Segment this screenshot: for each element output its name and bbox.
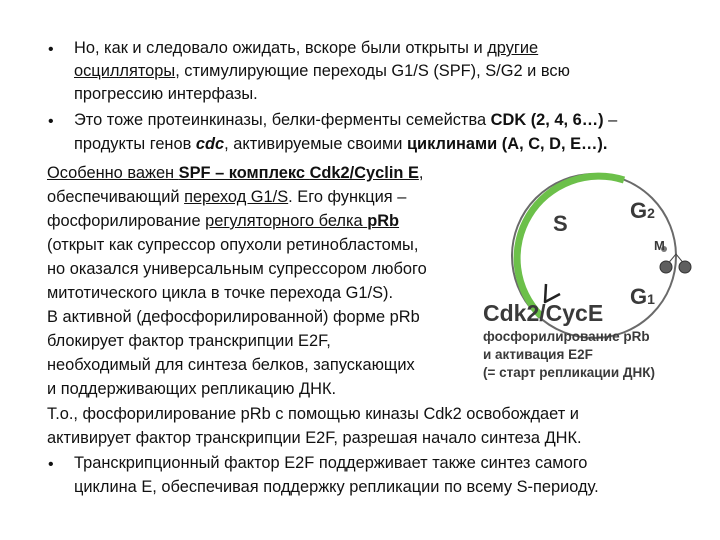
para-line11: Т.о., фосфорилирование pRb с помощью киназы Cdk2 освобождает и bbox=[47, 405, 579, 423]
bullet1-line3: прогрессию интерфазы. bbox=[74, 85, 258, 103]
bullet2-line1: Это тоже протеинкиназы, белки-ферменты семейства CDK (2, 4, 6…) – bbox=[74, 111, 618, 129]
para-line7: В активной (дефосфорилированной) форме pRb bbox=[47, 308, 420, 326]
bullet2-line2: продукты генов cdc, активируемые своими циклинами (A, C, D, E…). bbox=[74, 135, 608, 153]
g1-phase-label: G1 bbox=[630, 284, 655, 309]
bullet3-line1: Транскрипционный фактор E2F поддерживает также синтез самого bbox=[74, 454, 588, 472]
diagram-caption-line2: и активация E2F bbox=[483, 347, 593, 362]
para-line9: необходимый для синтеза белков, запускающих bbox=[47, 356, 415, 374]
diagram-caption-line1: фосфорилирование pRb bbox=[483, 329, 650, 344]
daughter-cell-icon bbox=[660, 261, 672, 273]
para-line12: активирует фактор транскрипции E2F, разрешая начало синтеза ДНК. bbox=[47, 429, 582, 447]
bullet3-line2: циклина E, обеспечивая поддержку репликации по всему S-периоду. bbox=[74, 478, 599, 496]
para-line3: фосфорилирование регуляторного белка pRb bbox=[47, 212, 400, 230]
complex-label: Cdk2/CycE bbox=[483, 300, 604, 326]
para-line6: митотического цикла в точке перехода G1/S). bbox=[47, 284, 394, 302]
bullet1-line1: Но, как и следовало ожидать, вскоре были открыты и другие bbox=[74, 39, 539, 57]
s-phase-arc bbox=[517, 176, 624, 316]
daughter-cell-icon bbox=[679, 261, 691, 273]
bullet1-line2: осцилляторы, стимулирующие переходы G1/S (SPF), S/G2 и всю bbox=[74, 62, 570, 80]
bullet-marker: • bbox=[48, 113, 54, 130]
para-line1: Особенно важен SPF – комплекс Cdk2/Cyclin E, bbox=[47, 164, 424, 182]
para-line4: (открыт как супрессор опухоли ретинобластомы, bbox=[47, 236, 419, 254]
bullet-marker: • bbox=[48, 456, 54, 473]
cell-cycle-diagram bbox=[470, 166, 720, 396]
para-line10: и поддерживающих репликацию ДНК. bbox=[47, 380, 337, 398]
diagram-caption-line3: (= старт репликации ДНК) bbox=[483, 365, 655, 380]
para-line8: блокирует фактор транскрипции E2F, bbox=[47, 332, 331, 350]
g2-phase-label: G2 bbox=[630, 198, 655, 223]
s-phase-label: S bbox=[553, 211, 568, 236]
para-line2: обеспечивающий переход G1/S. Его функция – bbox=[47, 188, 407, 206]
para-line5: но оказался универсальным супрессором любого bbox=[47, 260, 427, 278]
bullet-marker: • bbox=[48, 41, 54, 58]
m-phase-label: M bbox=[654, 238, 665, 253]
